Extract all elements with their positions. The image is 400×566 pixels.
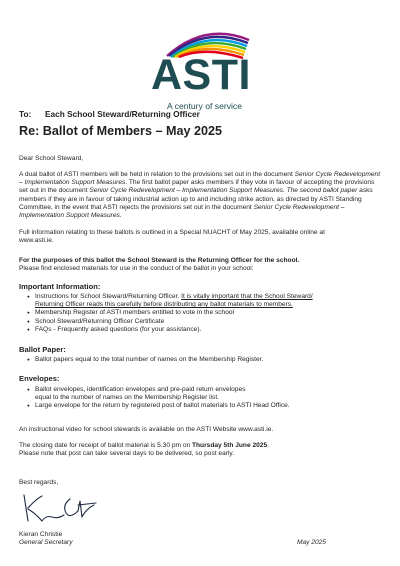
logo-tagline: A century of service	[167, 101, 242, 111]
closing-period: .	[267, 442, 269, 449]
signer-block	[19, 531, 73, 547]
paragraph-ballot-intro	[19, 171, 383, 220]
p1-doc-title-1: Senior Cycle Redevelopment – Implementation Support Measures	[19, 171, 381, 187]
envelopes-heading: Envelopes:	[19, 374, 60, 383]
logo-wordmark: ASTI	[151, 51, 251, 99]
to-value: Each School Steward/Returning Officer	[45, 109, 200, 119]
p2-line-1: Full information relating to these ballots is outlined in a Special NUACHT of May 2025, available online at	[19, 229, 325, 236]
addressee-line	[19, 109, 200, 119]
item-underlined-text: Returning Officer reads this carefully before distributing any ballot materials to members.	[35, 301, 293, 309]
closing-text: The closing date for receipt of ballot material is 5.30 pm on	[19, 442, 192, 449]
important-list	[27, 293, 377, 334]
list-item	[27, 386, 377, 402]
signer-name: Kieran Christie	[19, 531, 63, 538]
list-item: ● Membership Register of ASTI members entitled to vote in the school	[27, 309, 377, 317]
list-item: ● School Steward/Returning Officer Certificate	[27, 318, 377, 326]
list-item: ● Large envelope for the return by registered post of ballot materials to ASTI Head Office.	[27, 402, 377, 410]
p1-text-c: asks members if they are in favour of taking industrial action up to and including strike action, as directed by ASTI Standing Committee, in the event that ASTI rejects the provisions set out in the document	[19, 187, 373, 211]
p1-text-a: A dual ballot of ASTI members will be held in relation to the provisions set out in the document	[19, 171, 295, 178]
item-line-2: equal to the number of names on the Membership Register list.	[35, 394, 219, 402]
item-text: Instructions for School Steward/Returning Officer.	[35, 293, 182, 300]
asti-logo	[145, 26, 265, 111]
p2-line-2: www.asti.ie.	[19, 237, 54, 245]
p1-doc-title-2: Senior Cycle Redevelopment – Implementation Support Measures. The second ballot paper	[89, 187, 358, 195]
post-note: Please note that post can take several days to be delivered, so post early.	[19, 450, 235, 458]
video-info: An instructional video for school stewards is available on the ASTI Website www.asti.ie.	[19, 426, 274, 433]
important-heading: Important Information:	[19, 282, 101, 291]
item-underlined-text: It is vitally important that the School Steward/	[181, 293, 313, 300]
closing-date-paragraph	[19, 442, 383, 458]
paragraph-returning-officer	[19, 257, 383, 273]
paragraph-full-information	[19, 229, 383, 245]
closing-date: Thursday 5th June 2025	[192, 442, 268, 449]
item-line-1: ● Ballot envelopes, identification envelopes and pre-paid return envelopes	[35, 386, 246, 393]
ballot-paper-list	[27, 356, 377, 364]
envelopes-list	[27, 386, 377, 411]
p1-doc-title-3: Senior Cycle Redevelopment – Implementation Support Measures.	[19, 203, 345, 220]
subject-heading: Re: Ballot of Members – May 2025	[19, 124, 222, 138]
list-item	[27, 293, 377, 309]
to-label: To:	[19, 109, 32, 119]
handwritten-signature	[20, 491, 110, 525]
letter-date: May 2025	[297, 539, 326, 546]
p3-bold-line: For the purposes of this ballot the School Steward is the Returning Officer for the school.	[19, 257, 300, 264]
p3-normal-line: Please find enclosed materials for use in the conduct of the ballot in your school:	[19, 265, 254, 273]
salutation: Dear School Steward,	[19, 155, 84, 162]
p1-text-b: . The first ballot paper asks members if they vote in favour of accepting the provisions set out in the document	[19, 179, 375, 195]
list-item: ● Ballot papers equal to the total number of names on the Membership Register.	[27, 356, 377, 364]
signer-title: General Secretary	[19, 539, 73, 547]
ballot-paper-heading: Ballot Paper:	[19, 345, 66, 354]
sign-off: Best regards,	[19, 479, 59, 486]
list-item: ● FAQs - Frequently asked questions (for your assistance).	[27, 326, 377, 334]
